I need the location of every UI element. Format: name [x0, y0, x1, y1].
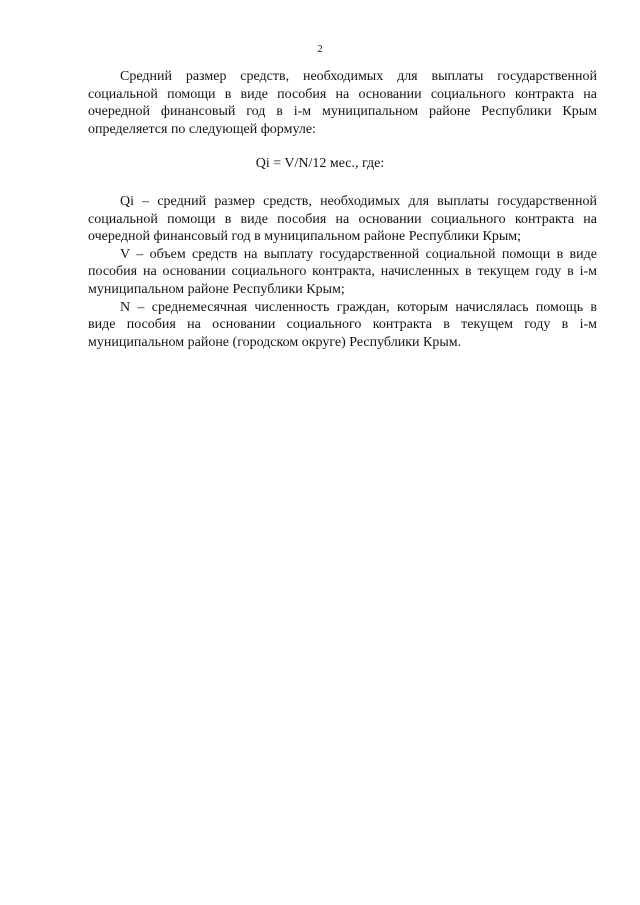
definition-n: N – среднемесячная численность граждан, которым начислялась помощь в виде пособия на основании социального контракта в текущем году в i-м муниципальном районе (городском округе) Республики Крым. [88, 299, 597, 350]
formula: Qi = V/N/12 мес., где: [255, 156, 385, 171]
intro-paragraph-block [88, 68, 597, 138]
definition-qi: Qi – средний размер средств, необходимых для выплаты государственной социальной помощи в виде пособия на основании социального контракта на очередной финансовый год в муниципальном районе Республики Крым; [88, 194, 597, 245]
page-number: 2 [317, 43, 323, 55]
intro-paragraph: Средний размер средств, необходимых для выплаты государственной социальной помощи в виде пособия на основании социального контракта на очередной финансовый год в i-м муниципальном районе Республики Крым определяется по следующей формуле: [88, 69, 597, 137]
definition-v: V – объем средств на выплату государственной социальной помощи в виде пособия на основании социального контракта, начисленных в текущем году в i-м муниципальном районе Республики Крым; [88, 246, 597, 297]
definitions-block [88, 193, 597, 351]
